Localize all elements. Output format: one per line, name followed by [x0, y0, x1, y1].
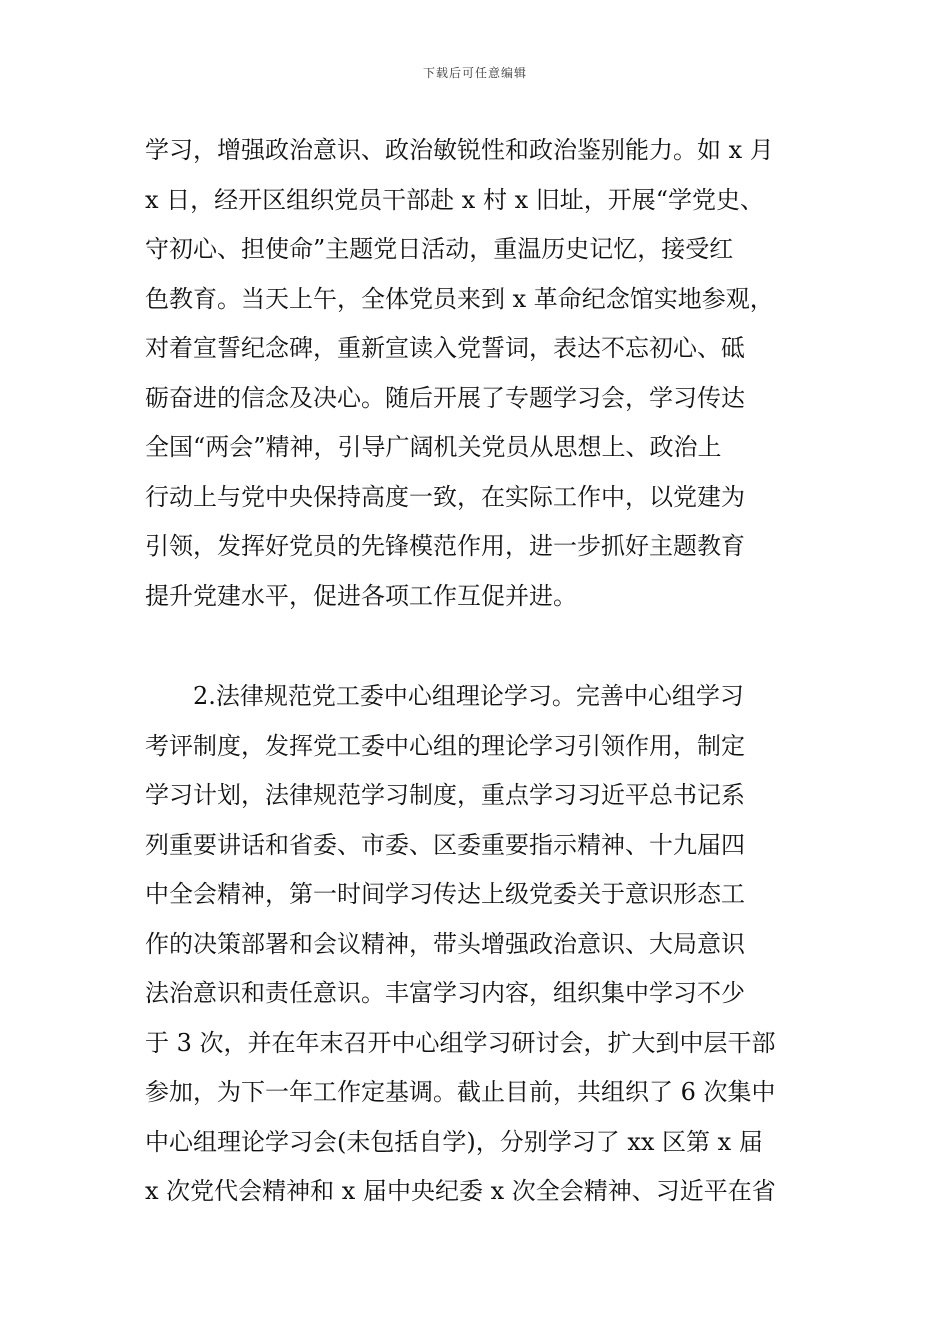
paragraph-line: 作的决策部署和会议精神，带头增强政治意识、大局意识: [145, 929, 745, 958]
paragraph-line: x 次党代会精神和 x 届中央纪委 x 次全会精神、习近平在省: [145, 1177, 776, 1205]
paragraph-1: [145, 126, 810, 621]
paragraph-line: 考评制度，发挥党工委中心组的理论学习引领作用，制定: [145, 731, 745, 760]
paragraph-line: 学习，增强政治意识、政治敏锐性和政治鉴别能力。如 x 月: [145, 136, 774, 164]
paragraph-line: 学习计划，法律规范学习制度，重点学习习近平总书记系: [145, 781, 745, 809]
paragraph-first-line: 2.法律规范党工委中心组理论学习。完善中心组学习: [193, 682, 744, 710]
paragraph-line: 色教育。当天上午，全体党员来到 x 革命纪念馆实地参观，: [145, 284, 774, 313]
paragraph-line: 引领，发挥好党员的先锋模范作用，进一步抓好主题教育: [145, 532, 745, 560]
paragraph-line: 提升党建水平，促进各项工作互促并进。: [145, 581, 577, 610]
paragraph-2: [145, 672, 810, 1217]
paragraph-line: 对着宣誓纪念碑，重新宣读入党誓词，表达不忘初心、砥: [145, 334, 745, 362]
page-header-note: 下载后可任意编辑: [422, 66, 527, 80]
paragraph-line: 法治意识和责任意识。丰富学习内容，组织集中学习不少: [145, 979, 745, 1007]
paragraph-line: 中全会精神，第一时间学习传达上级党委关于意识形态工: [145, 880, 745, 908]
paragraph-line: 中心组理论学习会(未包括自学)，分别学习了 xx 区第 x 届: [145, 1127, 763, 1156]
paragraph-line: 砺奋进的信念及决心。随后开展了专题学习会，学习传达: [145, 383, 745, 412]
paragraph-line: 全国“两会”精神，引导广阔机关党员从思想上、政治上: [145, 433, 722, 461]
paragraph-line: 行动上与党中央保持高度一致，在实际工作中，以党建为: [145, 482, 745, 511]
paragraph-line: x 日，经开区组织党员干部赴 x 村 x 旧址，开展“学党史、: [145, 185, 765, 214]
paragraph-line: 于 3 次，并在年末召开中心组学习研讨会，扩大到中层干部: [145, 1028, 776, 1057]
paragraph-line: 参加，为下一年工作定基调。截止目前，共组织了 6 次集中: [145, 1078, 776, 1106]
paragraph-line: 列重要讲话和省委、市委、区委重要指示精神、十九届四: [145, 830, 745, 859]
paragraph-line: 守初心、担使命”主题党日活动，重温历史记忆，接受红: [145, 235, 734, 263]
